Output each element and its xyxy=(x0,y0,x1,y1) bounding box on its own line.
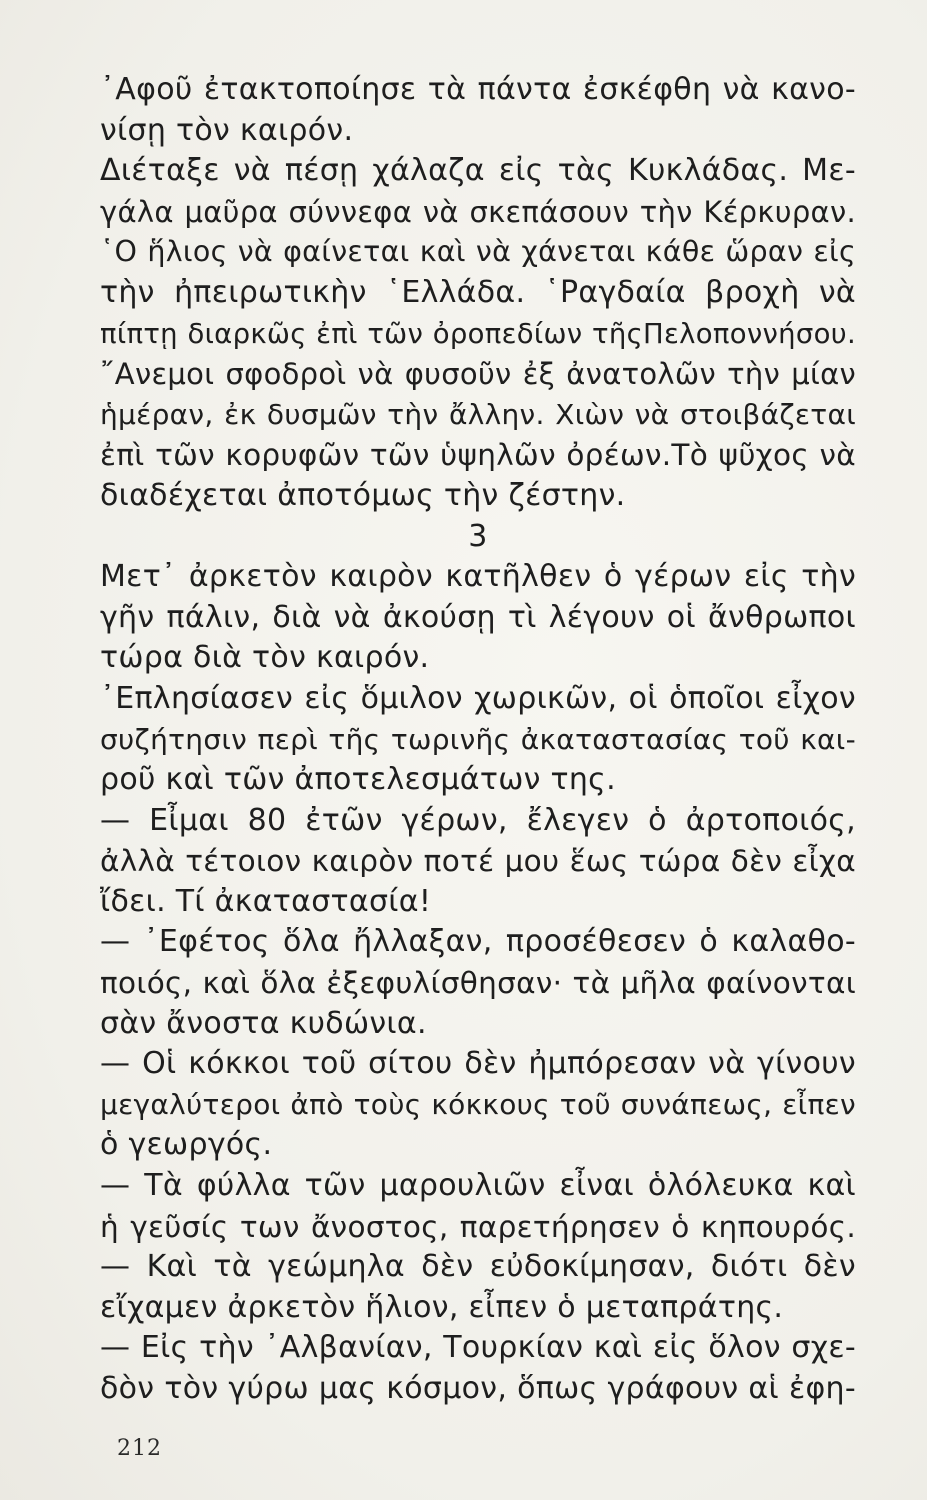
text-line: εἴχαμεν ἀρκετὸν ἥλιον, εἶπεν ὁ μεταπράτης. xyxy=(100,1289,784,1325)
text-line: ἡ γεῦσίς των ἄνοστος, παρετήρησεν ὁ κηπουρός. xyxy=(100,1209,856,1244)
section-number: 3 xyxy=(468,518,488,554)
text-line: Διέταξε νὰ πέσῃ χάλαζα εἰς τὰς Κυκλάδας. Με- xyxy=(100,153,856,189)
text-line: — ᾿Εφέτος ὅλα ἤλλαξαν, προσέθεσεν ὁ καλαθο- xyxy=(100,924,856,960)
text-line: ἐπὶ τῶν κορυφῶν τῶν ὑψηλῶν ὀρέων.Τὸ ψῦχος νὰ xyxy=(100,438,856,473)
text-line: πίπτῃ διαρκῶς ἐπὶ τῶν ὀροπεδίων τῆςΠελοποννήσου. xyxy=(100,317,856,350)
text-line: γῆν πάλιν, διὰ νὰ ἀκούσῃ τὶ λέγουν οἱ ἄνθρωποι xyxy=(100,599,856,635)
text-line: — Οἱ κόκκοι τοῦ σίτου δὲν ἠμπόρεσαν νὰ γίνουν xyxy=(100,1046,856,1082)
text-line: Μετ᾿ ἀρκετὸν καιρὸν κατῆλθεν ὁ γέρων εἰς τὴν xyxy=(100,559,856,595)
text-line: σὰν ἄνοστα κυδώνια. xyxy=(100,1005,427,1041)
page-number: 212 xyxy=(117,1436,162,1461)
text-line: ποιός, καὶ ὅλα ἐξεφυλίσθησαν· τὰ μῆλα φαίνονται xyxy=(100,966,856,1001)
text-line: ἀλλὰ τέτοιον καιρὸν ποτέ μου ἕως τώρα δὲν εἶχα xyxy=(100,844,856,879)
text-line: — Τὰ φύλλα τῶν μαρουλιῶν εἶναι ὁλόλευκα καὶ xyxy=(100,1168,856,1204)
text-line: — Καὶ τὰ γεώμηλα δὲν εὐδοκίμησαν, διότι δὲν xyxy=(100,1249,856,1285)
text-line: ᾿Αφοῦ ἐτακτοποίησε τὰ πάντα ἐσκέφθη νὰ κανο- xyxy=(100,72,856,107)
text-line: γάλα μαῦρα σύννεφα νὰ σκεπάσουν τὴν Κέρκυραν. xyxy=(100,194,856,229)
text-line: — Εἶμαι 80 ἐτῶν γέρων, ἔλεγεν ὁ ἀρτοποιός, xyxy=(100,802,856,838)
text-line: τώρα διὰ τὸν καιρόν. xyxy=(100,640,430,676)
text-line: νίσῃ τὸν καιρόν. xyxy=(100,112,354,148)
text-line: ροῦ καὶ τῶν ἀποτελεσμάτων της. xyxy=(100,762,616,798)
text-line: μεγαλύτεροι ἀπὸ τοὺς κόκκους τοῦ συνάπεως, εἶπεν xyxy=(100,1087,856,1121)
text-line: ἴδει. Τί ἀκαταστασία! xyxy=(100,883,432,919)
text-line: ῾Ο ἥλιος νὰ φαίνεται καὶ νὰ χάνεται κάθε ὥραν εἰς xyxy=(100,235,856,269)
text-line: ῎Ανεμοι σφοδροὶ νὰ φυσοῦν ἐξ ἀνατολῶν τὴν μίαν xyxy=(100,357,856,392)
text-line: ᾿Επλησίασεν εἰς ὅμιλον χωρικῶν, οἱ ὁποῖοι εἶχον xyxy=(100,680,856,716)
text-line: — Εἰς τὴν ᾿Αλβανίαν, Τουρκίαν καὶ εἰς ὅλον σχε- xyxy=(100,1330,856,1366)
text-line: ἡμέραν, ἐκ δυσμῶν τὴν ἄλλην. Χιὼν νὰ στοιβάζεται xyxy=(100,397,856,431)
text-line: διαδέχεται ἀποτόμως τὴν ζέστην. xyxy=(100,477,626,513)
text-line: ὁ γεωργός. xyxy=(100,1127,273,1163)
text-line: συζήτησιν περὶ τῆς τωρινῆς ἀκαταστασίας τοῦ και- xyxy=(100,722,856,756)
body-text xyxy=(100,70,856,1410)
text-line: δὸν τὸν γύρω μας κόσμον, ὅπως γράφουν αἱ ἐφη- xyxy=(100,1371,856,1406)
text-line: τὴν ἠπειρωτικὴν ῾Ελλάδα. ῾Ραγδαία βροχὴ νὰ xyxy=(100,274,856,310)
